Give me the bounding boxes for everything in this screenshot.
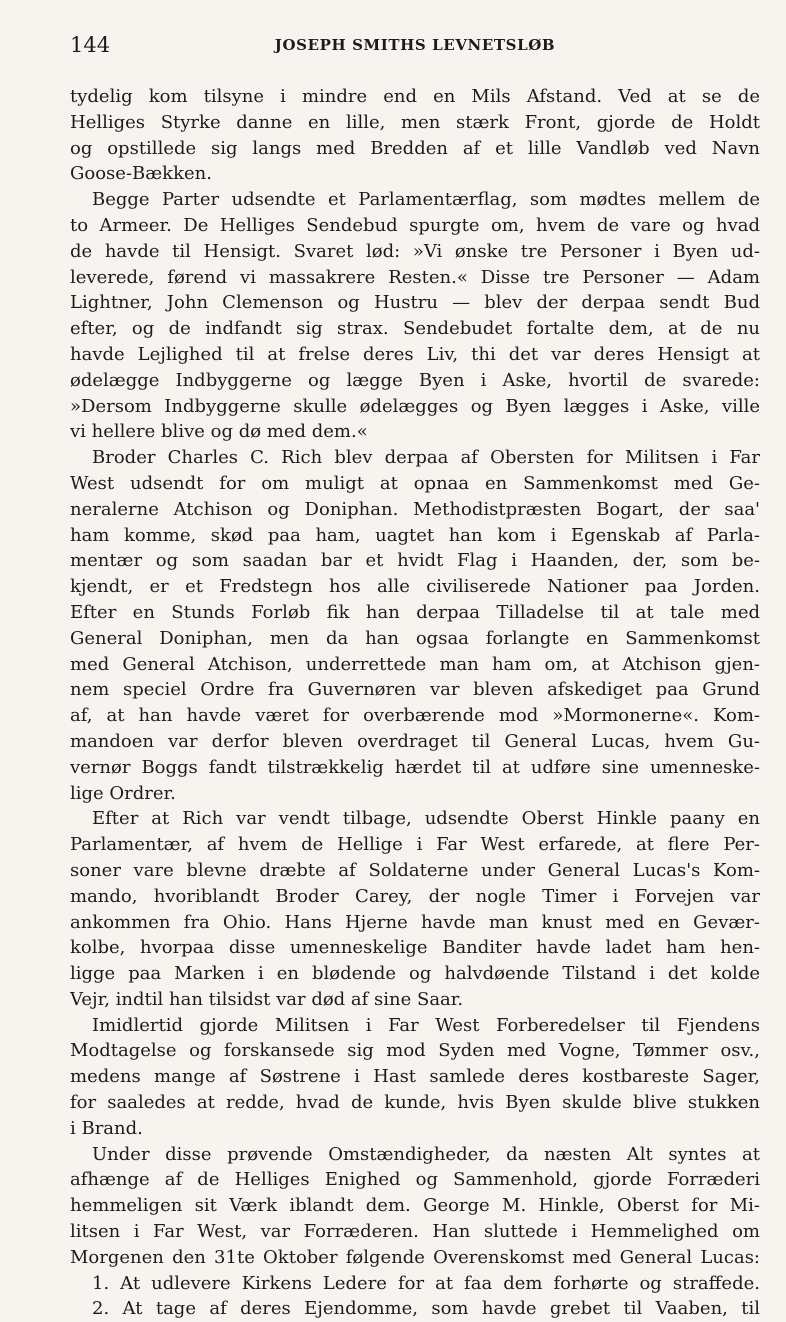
text-line: Vejr, indtil han tilsidst var død af sine Saar. xyxy=(70,988,464,1010)
page-number: 144 xyxy=(70,33,111,57)
text-line: for saaledes at redde, hvad de kunde, hvis Byen skulde blive stukken xyxy=(70,1092,760,1114)
text-line: medens mange af Søstrene i Hast samlede deres kostbareste Sager, xyxy=(70,1066,760,1088)
text-line: Efter at Rich var vendt tilbage, udsendte Oberst Hinkle paany en xyxy=(92,808,760,830)
text-line: Under disse prøvende Omstændigheder, da næsten Alt syntes at xyxy=(92,1143,760,1165)
text-line: Goose-Bækken. xyxy=(70,163,212,185)
text-line: Begge Parter udsendte et Parlamentærflag, som mødtes mellem de xyxy=(92,189,760,211)
text-line: neralerne Atchison og Doniphan. Methodistpræsten Bogart, der saa' xyxy=(70,498,760,520)
text-line: Modtagelse og forskansede sig mod Syden med Vogne, Tømmer osv., xyxy=(70,1040,760,1062)
text-line: ødelægge Indbyggerne og lægge Byen i Aske, hvortil de svarede: xyxy=(70,369,760,391)
text-line: efter, og de indfandt sig strax. Sendebudet fortalte dem, at de nu xyxy=(70,318,760,340)
text-line: kjendt, er et Fredstegn hos alle civiliserede Nationer paa Jorden. xyxy=(70,576,760,598)
running-title: JOSEPH SMITHS LEVNETSLØB xyxy=(274,36,556,54)
text-line: afhænge af de Helliges Enighed og Sammenhold, gjorde Forræderi xyxy=(70,1169,760,1191)
text-line: »Dersom Indbyggerne skulle ødelægges og Byen lægges i Aske, ville xyxy=(70,395,760,417)
text-line: vi hellere blive og dø med dem.« xyxy=(70,421,368,443)
body-text xyxy=(70,84,760,1322)
text-line: vernør Boggs fandt tilstrækkelig hærdet til at udføre sine umenneske- xyxy=(70,756,760,778)
text-line: 2. At tage af deres Ejendomme, som havde grebet til Vaaben, til xyxy=(92,1298,760,1320)
text-line: ligge paa Marken i en blødende og halvdøende Tilstand i det kolde xyxy=(70,963,760,985)
text-line: tydelig kom tilsyne i mindre end en Mils Afstand. Ved at se de xyxy=(70,86,760,107)
text-line: kolbe, hvorpaa disse umenneskelige Banditer havde ladet ham hen- xyxy=(70,937,760,959)
text-line: ham komme, skød paa ham, uagtet han kom i Egenskab af Parla- xyxy=(70,524,760,546)
text-line: mentær og som saadan bar et hvidt Flag i Haanden, der, som be- xyxy=(70,550,760,572)
text-line: hemmeligen sit Værk iblandt dem. George M. Hinkle, Oberst for Mi- xyxy=(70,1195,760,1217)
text-line: Lightner, John Clemenson og Hustru — blev der derpaa sendt Bud xyxy=(70,292,760,314)
text-line: to Armeer. De Helliges Sendebud spurgte om, hvem de vare og hvad xyxy=(70,214,760,236)
page-header xyxy=(70,30,760,60)
text-line: i Brand. xyxy=(70,1117,143,1139)
text-line: Imidlertid gjorde Militsen i Far West Forberedelser til Fjendens xyxy=(92,1014,760,1036)
text-line: ankommen fra Ohio. Hans Hjerne havde man knust med en Gevær- xyxy=(70,911,760,933)
text-line: mando, hvoriblandt Broder Carey, der nogle Timer i Forvejen var xyxy=(70,885,760,907)
text-line: af, at han havde været for overbærende mod »Mormonerne«. Kom- xyxy=(70,705,760,727)
text-line: leverede, førend vi massakrere Resten.« Disse tre Personer — Adam xyxy=(70,266,760,288)
text-line: med General Atchison, underrettede man ham om, at Atchison gjen- xyxy=(70,653,760,675)
text-line: havde Lejlighed til at frelse deres Liv, thi det var deres Hensigt at xyxy=(70,343,760,365)
text-line: General Doniphan, men da han ogsaa forlangte en Sammenkomst xyxy=(70,627,760,649)
text-line: Broder Charles C. Rich blev derpaa af Obersten for Militsen i Far xyxy=(92,447,760,469)
text-line: West udsendt for om muligt at opnaa en Sammenkomst med Ge- xyxy=(70,472,760,494)
text-line: 1. At udlevere Kirkens Ledere for at faa dem forhørte og straffede. xyxy=(92,1272,760,1294)
text-line: Efter en Stunds Forløb fik han derpaa Tilladelse til at tale med xyxy=(70,601,760,623)
text-line: lige Ordrer. xyxy=(70,782,176,804)
text-line: Morgenen den 31te Oktober følgende Overenskomst med General Lucas: xyxy=(70,1246,760,1268)
text-line: litsen i Far West, var Forræderen. Han sluttede i Hemmelighed om xyxy=(70,1221,760,1243)
text-line: de havde til Hensigt. Svaret lød: »Vi ønske tre Personer i Byen ud- xyxy=(70,240,760,262)
text-line: mandoen var derfor bleven overdraget til General Lucas, hvem Gu- xyxy=(70,730,760,752)
text-line: soner vare blevne dræbte af Soldaterne under General Lucas's Kom- xyxy=(70,859,760,881)
text-line: og opstillede sig langs med Bredden af et lille Vandløb ved Navn xyxy=(70,137,760,159)
text-line: Parlamentær, af hvem de Hellige i Far West erfarede, at flere Per- xyxy=(70,834,760,856)
text-line: nem speciel Ordre fra Guvernøren var bleven afskediget paa Grund xyxy=(70,679,760,701)
text-line: Helliges Styrke danne en lille, men stærk Front, gjorde de Holdt xyxy=(70,111,760,133)
